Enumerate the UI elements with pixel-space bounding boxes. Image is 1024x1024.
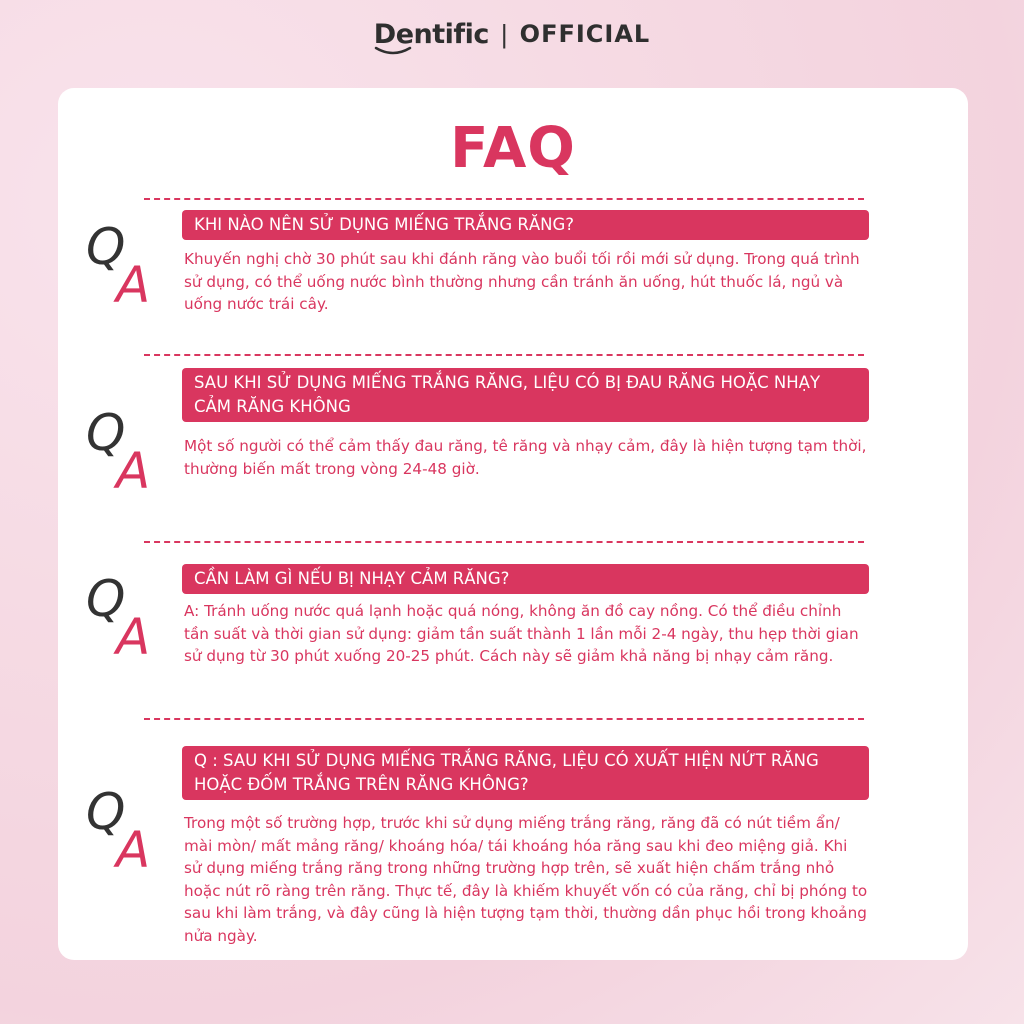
q-letter: Q xyxy=(86,404,126,462)
header-divider: | xyxy=(500,18,508,49)
a-letter: A xyxy=(116,608,151,666)
answer-text: Một số người có thể cảm thấy đau răng, tê răng và nhạy cảm, đây là hiện tượng tạm thời, thường biến mất trong vòng 24-48 giờ. xyxy=(184,437,867,478)
brand-header xyxy=(0,14,1024,54)
q-letter: Q xyxy=(86,783,126,841)
section-divider xyxy=(144,718,864,720)
a-letter: A xyxy=(116,256,151,314)
qa-icon xyxy=(86,570,166,670)
question-bar: Q : SAU KHI SỬ DỤNG MIẾNG TRẮNG RĂNG, LIỆU CÓ XUẤT HIỆN NỨT RĂNG HOẶC ĐỐM TRẮNG TRÊN RĂNG KHÔNG? xyxy=(182,746,869,800)
header-tag: OFFICIAL xyxy=(519,20,651,48)
question-bar: KHI NÀO NÊN SỬ DỤNG MIẾNG TRẮNG RĂNG? xyxy=(182,210,869,240)
a-letter: A xyxy=(116,821,151,879)
section-divider xyxy=(144,198,864,200)
faq-card xyxy=(58,88,968,960)
section-divider xyxy=(144,541,864,543)
brand-logo xyxy=(374,19,489,50)
q-letter: Q xyxy=(86,570,126,628)
section-divider xyxy=(144,354,864,356)
page-title: FAQ xyxy=(450,116,576,181)
question-bar: CẦN LÀM GÌ NẾU BỊ NHẠY CẢM RĂNG? xyxy=(182,564,869,594)
brand-name: Dentific xyxy=(373,18,489,50)
smile-icon xyxy=(374,46,412,56)
question-bar: SAU KHI SỬ DỤNG MIẾNG TRẮNG RĂNG, LIỆU CÓ BỊ ĐAU RĂNG HOẶC NHẠY CẢM RĂNG KHÔNG xyxy=(182,368,869,422)
a-letter: A xyxy=(116,442,151,500)
qa-icon xyxy=(86,218,166,318)
qa-icon xyxy=(86,404,166,504)
q-letter: Q xyxy=(86,218,126,276)
answer-text: Trong một số trường hợp, trước khi sử dụng miếng trắng răng, răng đã có nút tiềm ẩn/ mài mòn/ mất mảng răng/ khoáng hóa/ tái khoáng hóa răng sau khi đeo miệng giả. Khi sử dụng miếng trắng răng trong những trường hợp trên, sẽ xuất hiện chấm trắng nhỏ hoặc nút rõ ràng trên răng. Thực tế, đây là khiếm khuyết vốn có của răng, chỉ bị phóng to sau khi làm trắng, và đây cũng là hiện tượng tạm thời, thường dần phục hồi trong khoảng nửa ngày. xyxy=(184,814,868,945)
answer-text: A: Tránh uống nước quá lạnh hoặc quá nóng, không ăn đồ cay nồng. Có thể điều chỉnh tần suất và thời gian sử dụng: giảm tần suất thành 1 lần mỗi 2-4 ngày, thu hẹp thời gian sử dụng từ 30 phút xuống 20-25 phút. Cách này sẽ giảm khả năng bị nhạy cảm răng. xyxy=(184,602,859,665)
answer-text: Khuyến nghị chờ 30 phút sau khi đánh răng vào buổi tối rồi mới sử dụng. Trong quá trình sử dụng, có thể uống nước bình thường nhưng cần tránh ăn uống, hút thuốc lá, ngủ và uống nước trái cây. xyxy=(184,250,860,313)
qa-icon xyxy=(86,783,166,883)
